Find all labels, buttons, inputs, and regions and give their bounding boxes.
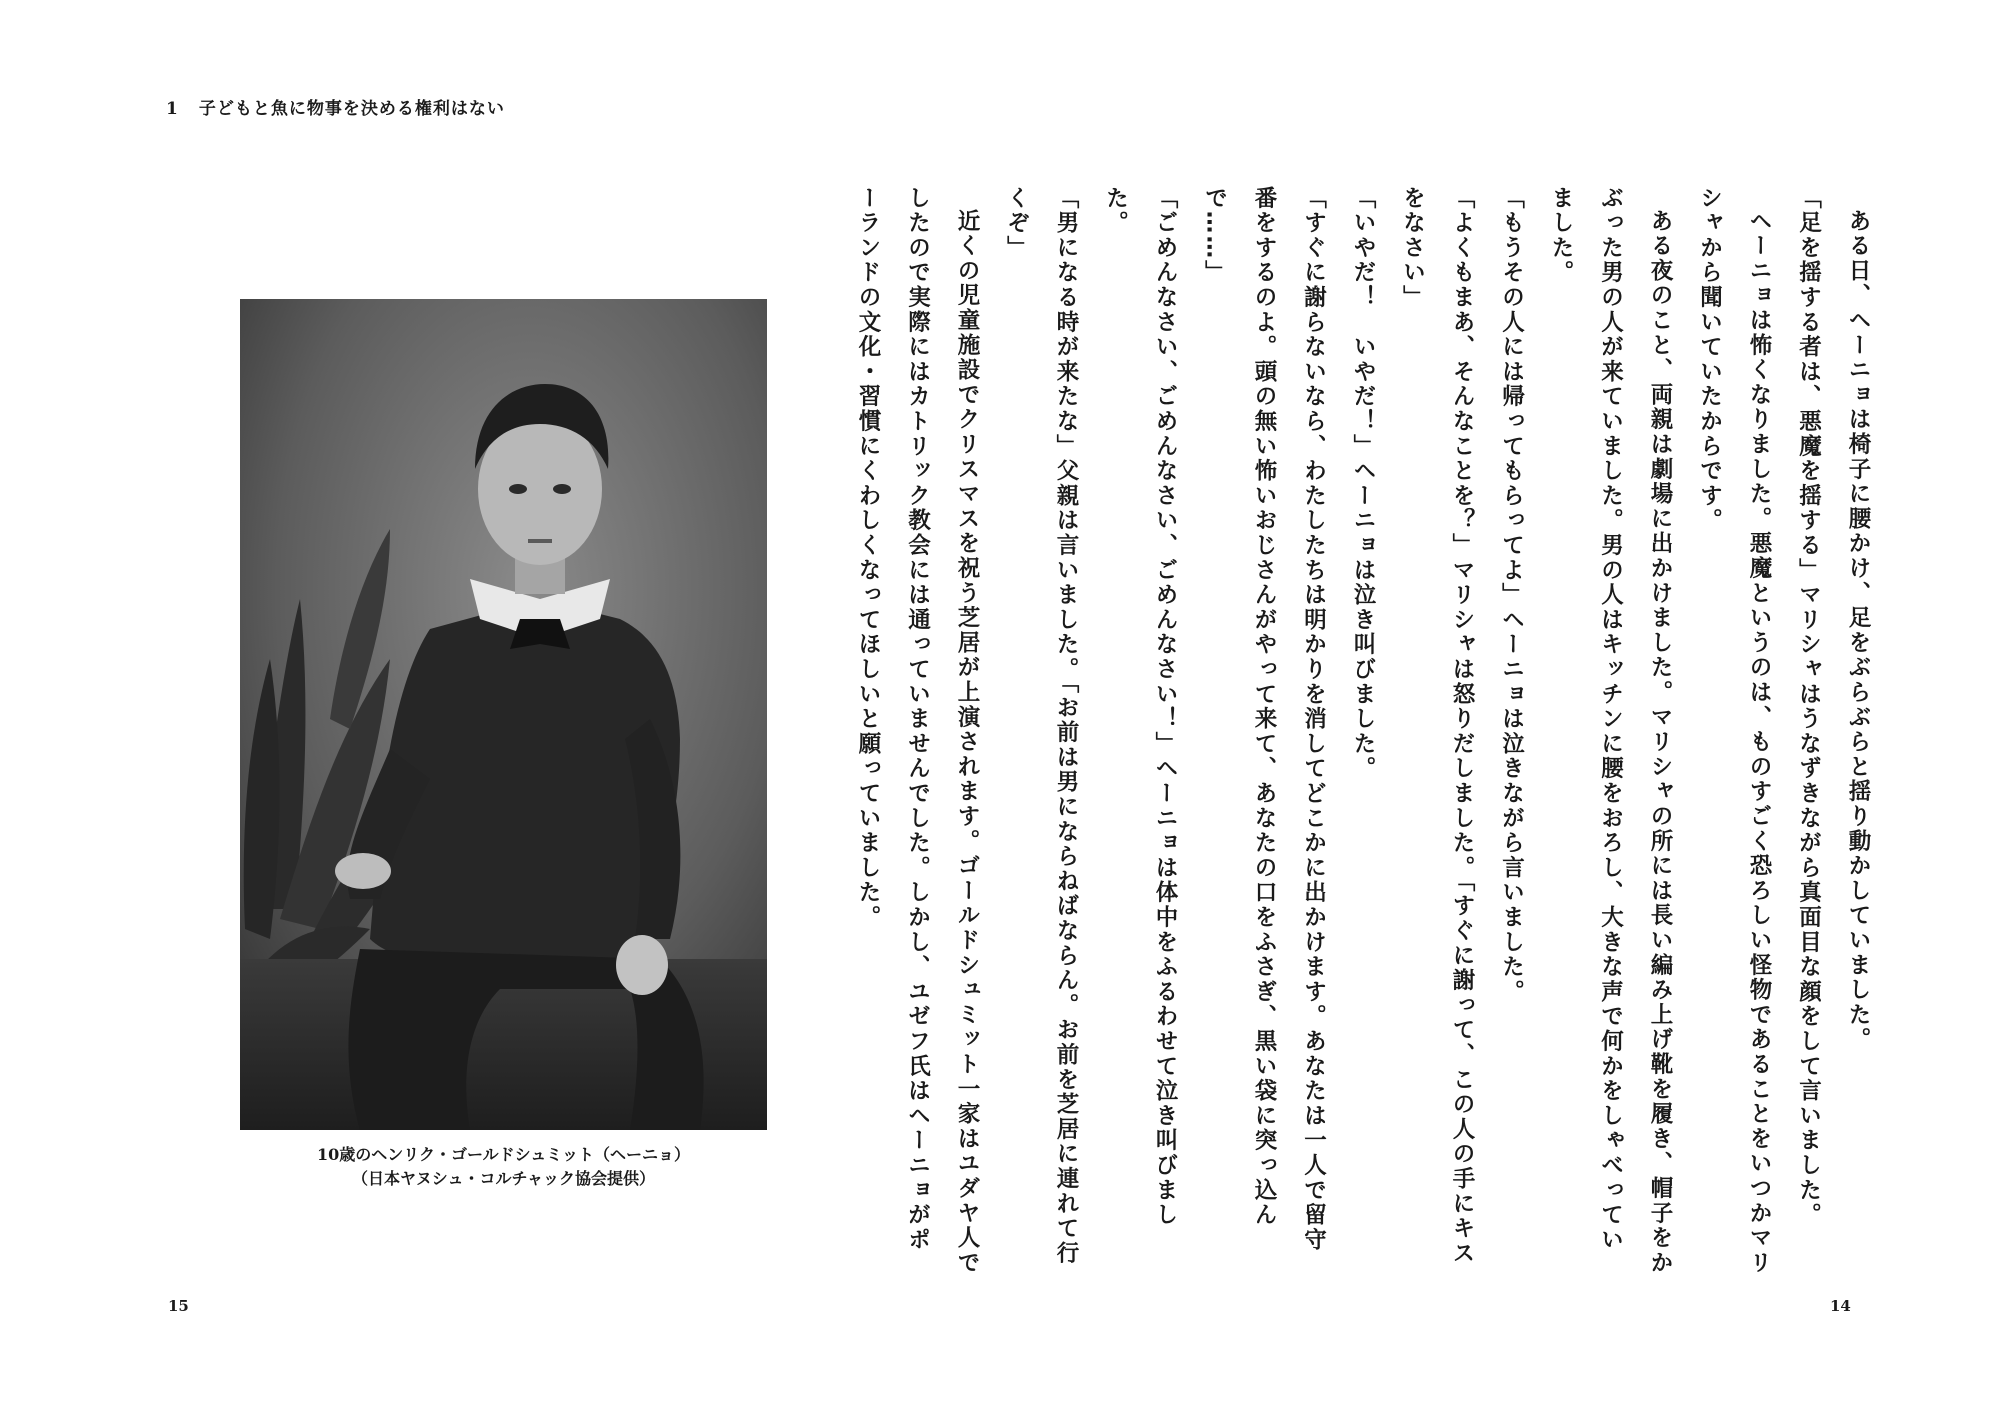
page-number-left: 15 xyxy=(168,1297,189,1315)
figure-caption-line2: （日本ヤヌシュ・コルチャック協会提供） xyxy=(351,1169,656,1188)
paragraph: 「男になる時が来たな」父親は言いました。「お前は男にならねばならん。お前を芝居に連れて行くぞ」 xyxy=(1003,186,1079,1266)
paragraph: 「もうその人には帰ってもらってよ」ヘーニョは泣きながら言いました。 xyxy=(1498,186,1525,1005)
figure-caption-line1: 10歳のヘンリク・ゴールドシュミット（ヘーニョ） xyxy=(317,1145,690,1164)
page-number-right: 14 xyxy=(1830,1297,1851,1315)
vertical-body-text xyxy=(843,186,1883,1276)
paragraph: 「ごめんなさい、ごめんなさい、ごめんなさい！」ヘーニョは体中をふるわせて泣き叫びました。 xyxy=(1102,186,1178,1228)
chapter-title: 子どもと魚に物事を決める権利はない xyxy=(198,99,505,119)
paragraph: ある日、ヘーニョは椅子に腰かけ、足をぶらぶらと揺り動かしていました。 xyxy=(1845,208,1871,1052)
portrait-photo-art xyxy=(240,299,767,1130)
chapter-number: 1 xyxy=(166,99,179,119)
running-head xyxy=(166,94,505,119)
paragraph: 近くの児童施設でクリスマスを祝う芝居が上演されます。ゴールドシュミット一家はユダヤ人でしたので実際にはカトリック教会には通っていませんでした。しかし、ユゼフ氏はヘーニョがポーランドの文化・習慣にくわしくなってほしいと願っていました。 xyxy=(855,186,980,1275)
paragraph: 「いやだ！ いやだ！」ヘーニョは泣き叫びました。 xyxy=(1350,186,1376,782)
paragraph: 「すぐに謝らないなら、わたしたちは明かりを消してどこかに出かけます。あなたは一人で留守番をするのよ。頭の無い怖いおじさんがやって来て、あなたの口をふさぎ、黒い袋に突っ込んで……」 xyxy=(1201,186,1327,1253)
paragraph: ヘーニョは怖くなりました。悪魔というのは、ものすごく恐ろしい怪物であることをいつかマリシャから聞いていたからです。 xyxy=(1696,186,1772,1275)
paragraph: ある夜のこと、両親は劇場に出かけました。マリシャの所には長い編み上げ靴を履き、帽子をかぶった男の人が来ていました。男の人はキッチンに腰をおろし、大きな声で何かをしゃべっていました。 xyxy=(1548,186,1673,1275)
portrait-photo xyxy=(240,299,767,1130)
paragraph: 「よくもまあ、そんなことを？」マリシャは怒りだしました。「すぐに謝って、この人の手にキスをなさい」 xyxy=(1399,186,1475,1266)
paragraph: 「足を揺する者は、悪魔を揺する」マリシャはうなずきながら真面目な顔をして言いました。 xyxy=(1795,186,1822,1228)
